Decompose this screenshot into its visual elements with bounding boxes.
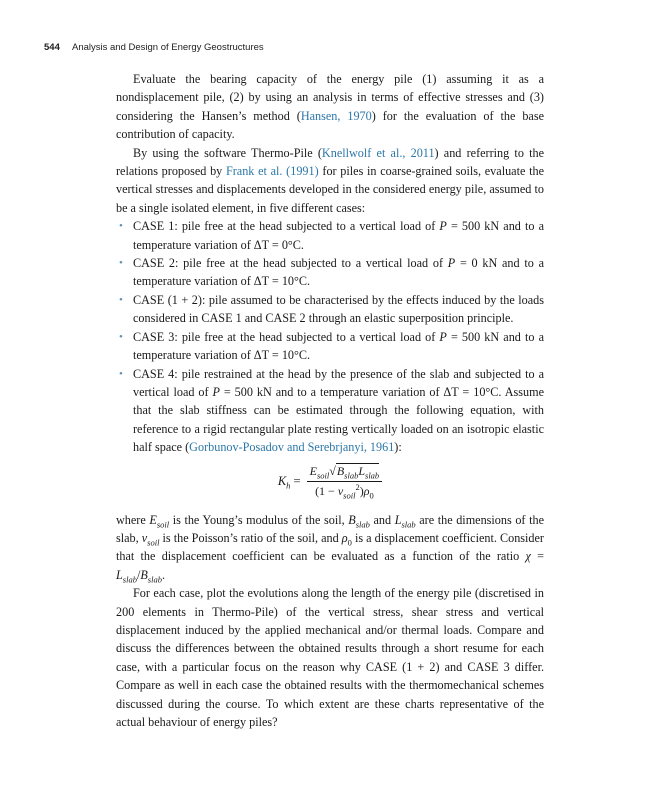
case-text: CASE 4: pile restrained at the head by the presence of the slab and subjected to a vertical load of bbox=[133, 366, 544, 399]
eq-equals: = bbox=[293, 474, 301, 489]
eq-den-close: ) bbox=[359, 484, 364, 499]
where-e-sub: soil bbox=[156, 518, 170, 529]
software-paragraph bbox=[116, 144, 544, 218]
eq-e: E bbox=[309, 464, 317, 479]
where-text-8: . bbox=[161, 567, 166, 582]
equation-denominator bbox=[315, 482, 374, 499]
book-title: Analysis and Design of Energy Geostructures bbox=[71, 42, 264, 53]
where-paragraph bbox=[116, 511, 544, 585]
sqrt-icon: √ bbox=[329, 464, 336, 479]
where-chi: χ bbox=[525, 549, 531, 564]
case-text-end: = 0 kN and to a temperature variation of ΔT = 10°C. bbox=[133, 256, 544, 289]
equation-lhs bbox=[278, 472, 301, 490]
where-text-2: is the Young’s modulus of the soil, bbox=[169, 512, 349, 527]
software-text: By using the software Thermo-Pile ( bbox=[133, 145, 322, 160]
where-text-4: are the dimensions of the slab, bbox=[116, 512, 544, 545]
bullet-icon: • bbox=[119, 330, 123, 343]
where-b: B bbox=[348, 512, 356, 527]
where-e: E bbox=[149, 512, 157, 527]
where-slash: / bbox=[136, 567, 141, 582]
eq-b-sub: slab bbox=[344, 470, 359, 481]
where-rho-sub: 0 bbox=[347, 537, 352, 548]
citation-gorbunov[interactable]: Gorbunov-Posadov and Serebrjanyi, 1961 bbox=[189, 440, 395, 455]
bullet-icon: • bbox=[119, 293, 123, 306]
where-text-6: is a displacement coefficient. Consider that the displacement coefficient can be evaluated as a function of the ratio bbox=[116, 530, 544, 564]
where-nu-sub: soil bbox=[147, 537, 160, 548]
eq-l: L bbox=[358, 464, 366, 479]
where-text-7: = bbox=[530, 549, 544, 564]
bullet-icon: • bbox=[119, 367, 123, 380]
final-paragraph: For each case, plot the evolutions along the length of the energy pile (discretised in 200 elements in Thermo-Pile) of the vertical stress, shear stress and vertical displacement induced by the applied mechanical and/or thermal loads. Compare and discuss the differences between the obtained results through a short resume for each case, with a particular focus on the reason why CASE (1 + 2) and CASE 3 differ. Compare as well in each case the obtained results with the thermomechanical schemes discussed during the course. To which extent are these charts representative of the actual behaviour of energy piles? bbox=[116, 586, 544, 729]
case-text: CASE 1: pile free at the head subjected to a vertical load of bbox=[133, 219, 440, 234]
intro-text: Evaluate the bearing capacity of the energy pile (1) assuming it as a nondisplacement pile, (2) by using an analysis in terms of effective stresses and (3) considering the Hansen’s method ( bbox=[116, 72, 544, 123]
where-l2: L bbox=[116, 567, 123, 582]
where-l: L bbox=[394, 512, 402, 527]
software-text-end: for piles in coarse-grained soils, evaluate the vertical stresses and displacements developed in the considered energy pile, assumed to be a single isolated element, in five different cases: bbox=[116, 164, 544, 215]
eq-rho-sub: 0 bbox=[369, 490, 374, 501]
where-nu: ν bbox=[141, 530, 148, 545]
intro-paragraph bbox=[116, 70, 544, 144]
body-text bbox=[116, 70, 544, 731]
eq-l-sub: slab bbox=[365, 470, 380, 481]
running-head bbox=[44, 42, 264, 53]
eq-nu: ν bbox=[337, 484, 344, 499]
case-text: CASE 3: pile free at the head subjected to a vertical load of bbox=[133, 329, 440, 344]
intro-text-end: ) for the evaluation of the base contribution of capacity. bbox=[116, 108, 544, 142]
case-text-end: = 500 kN and to a temperature variation of ΔT = 0°C. bbox=[133, 219, 544, 252]
case-text-end: ): bbox=[394, 440, 402, 455]
eq-k-sub: h bbox=[286, 480, 291, 491]
case-text-mid: = 500 kN and to a temperature variation of ΔT = 10°C. Assume that the slab stiffness can be estimated through the following equation, with reference to a rigid rectangular plate resting vertically loaded on an isotropic elastic half space ( bbox=[133, 384, 544, 455]
case-list bbox=[116, 217, 544, 456]
list-item-case-4 bbox=[116, 365, 544, 457]
list-item-case-1 bbox=[116, 217, 544, 254]
list-item-case-2 bbox=[116, 254, 544, 291]
case-text: CASE (1 + 2): pile assumed to be characterised by the effects induced by the loads considered in CASE 1 and CASE 2 through an elastic superposition principle. bbox=[133, 292, 544, 326]
where-b2: B bbox=[140, 567, 148, 582]
bullet-icon: • bbox=[119, 257, 123, 270]
eq-rho: ρ bbox=[363, 484, 370, 499]
case-text: CASE 2: pile free at the head subjected to a vertical load of bbox=[133, 256, 448, 271]
list-item-case-1-2 bbox=[116, 291, 544, 328]
where-rho: ρ bbox=[341, 530, 348, 545]
case-text-end: = 500 kN and to a temperature variation of ΔT = 10°C. bbox=[133, 329, 544, 363]
citation-knellwolf[interactable]: Knellwolf et al., 2011 bbox=[321, 145, 435, 160]
software-text-mid: ) and referring to the relations proposed by bbox=[116, 145, 544, 179]
where-text: where bbox=[116, 512, 150, 527]
where-text-3: and bbox=[369, 512, 395, 527]
eq-b: B bbox=[336, 464, 345, 479]
case-var: P bbox=[447, 256, 456, 271]
equation-fraction bbox=[307, 464, 383, 499]
page-number: 544 bbox=[44, 42, 60, 53]
citation-frank[interactable]: Frank et al. (1991) bbox=[225, 164, 319, 179]
slab-stiffness-equation bbox=[116, 459, 544, 505]
eq-den-open: (1 − bbox=[315, 484, 338, 499]
case-var: P bbox=[439, 219, 447, 234]
bullet-icon: • bbox=[119, 220, 123, 233]
equation-numerator bbox=[307, 464, 383, 482]
where-l2-sub: slab bbox=[122, 574, 137, 585]
case-var: P bbox=[439, 329, 447, 344]
case-var: P bbox=[212, 384, 220, 399]
where-l-sub: slab bbox=[401, 518, 416, 529]
eq-sqrt-arg bbox=[336, 463, 380, 481]
eq-k-symbol: K bbox=[277, 474, 287, 489]
eq-nu-sub: soil bbox=[343, 490, 356, 501]
eq-nu-sup: 2 bbox=[355, 482, 360, 493]
where-b2-sub: slab bbox=[147, 574, 162, 585]
where-b-sub: slab bbox=[355, 518, 370, 529]
where-text-5: is the Poisson’s ratio of the soil, and bbox=[159, 530, 342, 545]
eq-e-sub: soil bbox=[316, 470, 330, 481]
citation-hansen[interactable]: Hansen, 1970 bbox=[300, 108, 372, 123]
list-item-case-3 bbox=[116, 328, 544, 365]
